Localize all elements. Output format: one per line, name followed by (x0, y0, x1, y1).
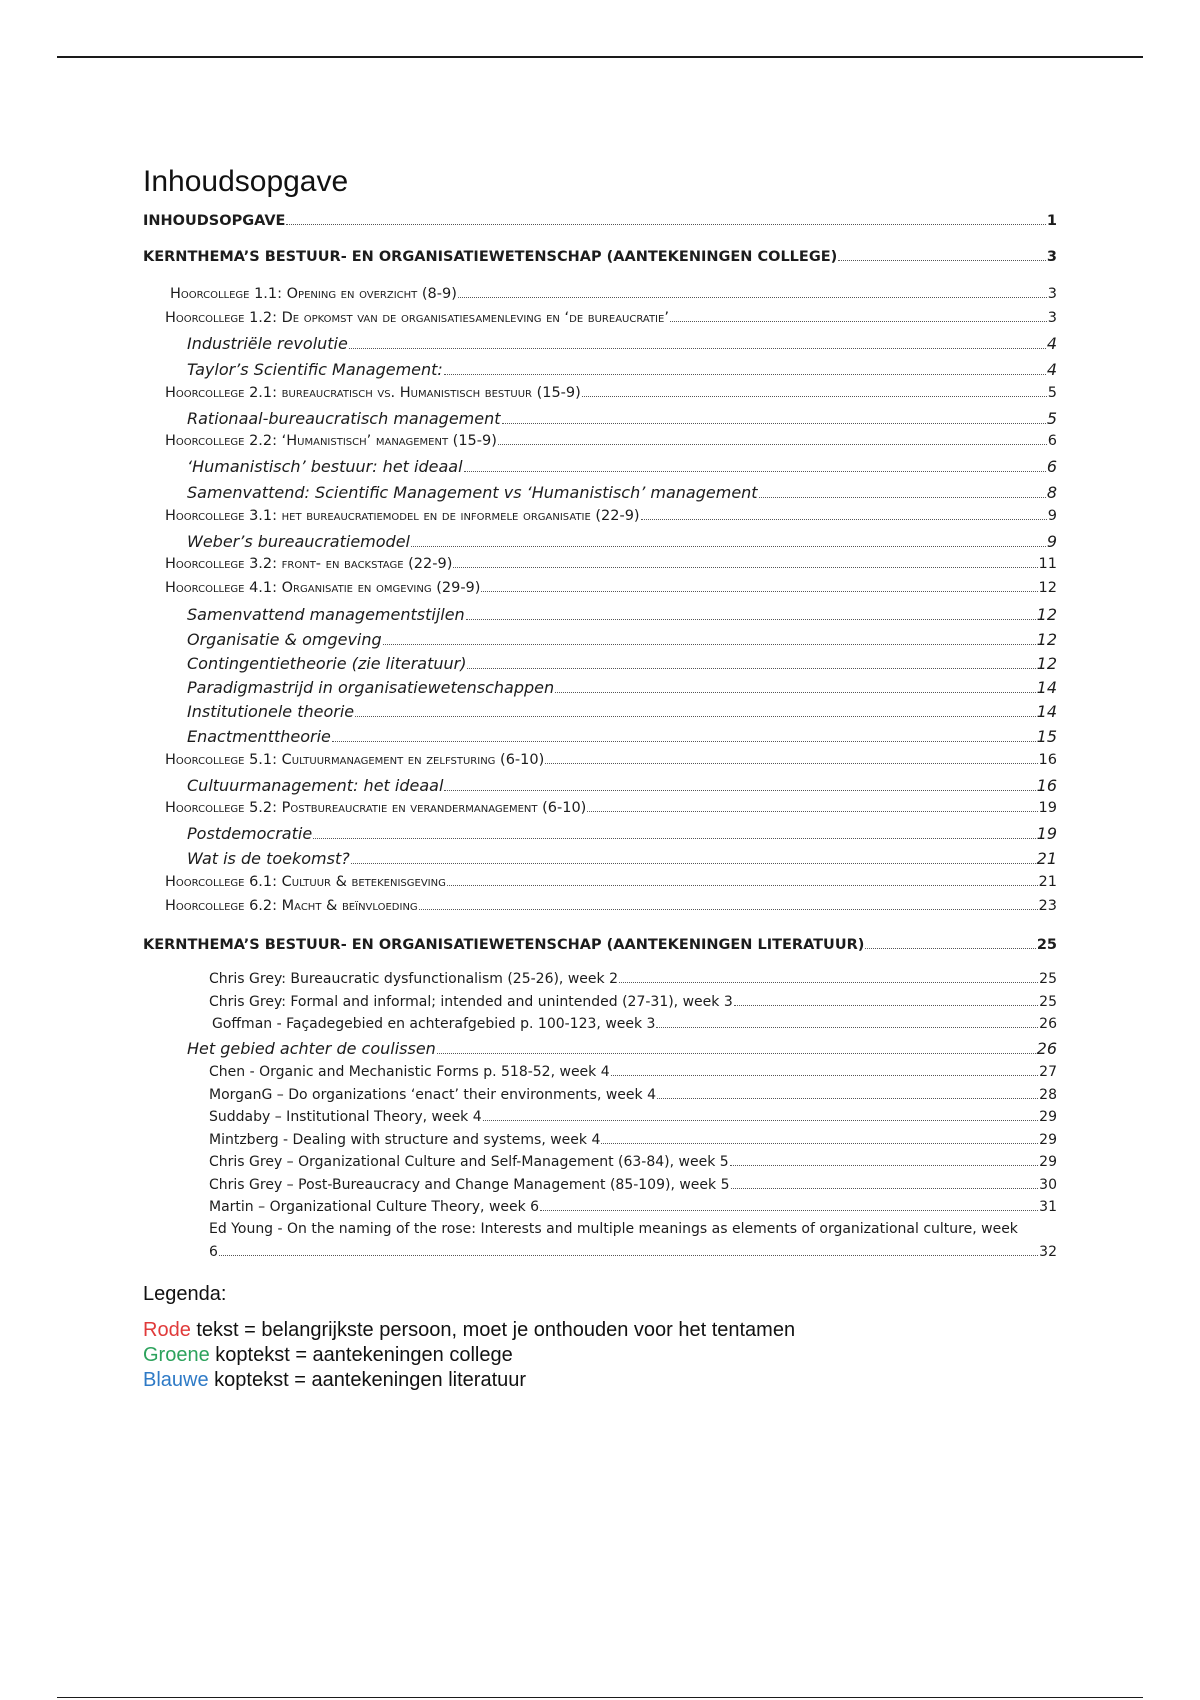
toc-entry-page: 27 (1039, 1064, 1057, 1080)
legend-item-red (143, 1318, 795, 1343)
toc-entry-page: 25 (1036, 937, 1057, 953)
toc-entry-page: 12 (1036, 654, 1057, 673)
dot-leader (419, 909, 1038, 910)
toc-entry-page: 30 (1039, 1177, 1057, 1193)
dot-leader (437, 1053, 1036, 1054)
toc-entry-title: Taylor’s Scientific Management: (187, 360, 443, 379)
toc-entry[interactable] (187, 1039, 1057, 1058)
toc-entry[interactable] (165, 898, 1057, 914)
toc-entry-page: 6 (1047, 433, 1057, 449)
dot-leader (502, 423, 1046, 424)
toc-entry-page: 23 (1038, 898, 1057, 914)
toc-entry-title: Chen - Organic and Mechanistic Forms p. 518-52, week 4 (209, 1064, 610, 1080)
toc-entry[interactable] (187, 824, 1057, 843)
legend-description: koptekst = aantekeningen college (209, 1344, 513, 1366)
toc-entry[interactable] (209, 1154, 1057, 1170)
dot-leader (355, 716, 1036, 717)
legend-title: Legenda: (143, 1283, 227, 1305)
toc-entry-title: Hoorcollege 1.2: De opkomst van de organisatiesamenleving en ‘de bureaucratie’ (165, 310, 669, 326)
dot-leader (219, 1255, 1038, 1256)
legend-color-word: Rode (143, 1319, 191, 1341)
toc-entry[interactable] (212, 1016, 1057, 1032)
toc-entry-title: Contingentietheorie (zie literatuur) (187, 654, 467, 673)
dot-leader (582, 396, 1047, 397)
toc-entry-page: 9 (1047, 508, 1057, 524)
toc-entry[interactable] (165, 800, 1057, 816)
toc-entry-page: 25 (1039, 971, 1057, 987)
toc-entry-title: Samenvattend: Scientific Management vs ‘Humanistisch’ management (187, 483, 758, 502)
toc-entry[interactable] (165, 385, 1057, 401)
toc-entry-title: Martin – Organizational Culture Theory, week 6 (209, 1199, 540, 1215)
toc-entry-page: 4 (1046, 334, 1057, 353)
toc-entry-page: 3 (1046, 249, 1057, 265)
toc-entry-title: Hoorcollege 3.1: het bureaucratiemodel en de informele organisatie (22-9) (165, 508, 640, 524)
legend-color-word: Blauwe (143, 1369, 209, 1391)
toc-entry-title: Ed Young - On the naming of the rose: Interests and multiple meanings as elements of organizational culture, week (209, 1221, 1018, 1237)
top-rule (57, 56, 1143, 58)
toc-entry[interactable] (209, 1244, 1057, 1260)
dot-leader (286, 224, 1045, 225)
toc-entry-page: 29 (1039, 1154, 1057, 1170)
dot-leader (759, 497, 1046, 498)
toc-entry-page: 3 (1047, 310, 1057, 326)
toc-entry[interactable] (209, 1064, 1057, 1080)
toc-entry[interactable] (165, 874, 1057, 890)
dot-leader (656, 1027, 1038, 1028)
toc-entry-title: Mintzberg - Dealing with structure and systems, week 4 (209, 1132, 601, 1148)
toc-entry-page: 31 (1039, 1199, 1057, 1215)
toc-entry-page: 4 (1046, 360, 1057, 379)
toc-entry[interactable] (165, 580, 1057, 596)
toc-entry[interactable] (165, 310, 1057, 326)
dot-leader (611, 1075, 1039, 1076)
dot-leader (453, 567, 1037, 568)
toc-entry[interactable] (209, 971, 1057, 987)
toc-entry-title: Hoorcollege 1.1: Opening en overzicht (8-9) (170, 286, 457, 302)
toc-entry-page: 14 (1036, 678, 1057, 697)
page-title: Inhoudsopgave (143, 165, 349, 198)
toc-entry[interactable] (165, 508, 1057, 524)
dot-leader (540, 1210, 1038, 1211)
toc-entry[interactable] (187, 849, 1057, 868)
toc-entry-title: Paradigmastrijd in organisatiewetenschappen (187, 678, 555, 697)
toc-entry-title: Hoorcollege 3.2: front- en backstage (22-9) (165, 556, 453, 572)
toc-entry[interactable] (143, 249, 1057, 265)
toc-entry[interactable] (143, 213, 1057, 229)
toc-entry[interactable] (187, 727, 1057, 746)
dot-leader (444, 790, 1035, 791)
toc-entry-title: Institutionele theorie (187, 702, 355, 721)
toc-entry[interactable] (187, 532, 1057, 551)
toc-entry[interactable] (187, 702, 1057, 721)
toc-entry-page: 29 (1039, 1109, 1057, 1125)
dot-leader (467, 668, 1035, 669)
toc-entry[interactable] (187, 654, 1057, 673)
toc-entry-title: Weber’s bureaucratiemodel (187, 532, 410, 551)
toc-entry-page: 32 (1039, 1244, 1057, 1260)
dot-leader (411, 546, 1046, 547)
legend (143, 1283, 795, 1393)
toc-entry-title: Hoorcollege 2.1: bureaucratisch vs. Humanistisch bestuur (15-9) (165, 385, 581, 401)
toc-entry[interactable] (165, 752, 1057, 768)
toc-entry-page: 12 (1036, 605, 1057, 624)
toc-entry[interactable] (187, 776, 1057, 795)
toc-entry[interactable] (209, 1177, 1057, 1193)
toc-entry-title: Suddaby – Institutional Theory, week 4 (209, 1109, 482, 1125)
toc-entry-title: Samenvattend managementstijlen (187, 605, 465, 624)
dot-leader (498, 444, 1047, 445)
dot-leader (349, 348, 1046, 349)
dot-leader (601, 1143, 1038, 1144)
toc-entry-title: Chris Grey – Organizational Culture and Self-Management (63-84), week 5 (209, 1154, 729, 1170)
toc-entry-page: 21 (1036, 849, 1057, 868)
legend-item-blue (143, 1368, 795, 1393)
toc-entry[interactable] (187, 334, 1057, 353)
toc-entry-page: 1 (1046, 213, 1057, 229)
toc-entry-page: 9 (1046, 532, 1057, 551)
toc-entry[interactable] (209, 1109, 1057, 1125)
toc-entry-title: Industriële revolutie (187, 334, 348, 353)
toc-entry[interactable] (143, 937, 1057, 953)
dot-leader (657, 1098, 1038, 1099)
dot-leader (458, 297, 1047, 298)
toc-entry[interactable] (209, 1199, 1057, 1215)
dot-leader (332, 741, 1036, 742)
legend-description: koptekst = aantekeningen literatuur (208, 1369, 527, 1391)
toc-entry-page: 19 (1038, 800, 1057, 816)
dot-leader (730, 1165, 1038, 1166)
toc-entry-title: Cultuurmanagement: het ideaal (187, 776, 444, 795)
toc-entry-page: 6 (1046, 457, 1057, 476)
toc-entry-page: 14 (1036, 702, 1057, 721)
toc-entry-title: Hoorcollege 4.1: Organisatie en omgeving (29-9) (165, 580, 481, 596)
toc-entry[interactable] (187, 483, 1057, 502)
toc-entry-title: Postdemocratie (187, 824, 313, 843)
toc-entry-title: Hoorcollege 6.2: Macht & beïnvloeding (165, 898, 418, 914)
toc-entry[interactable] (187, 409, 1057, 428)
toc-entry-title: Hoorcollege 5.1: Cultuurmanagement en zelfsturing (6-10) (165, 752, 545, 768)
toc-entry-title: Hoorcollege 6.1: Cultuur & betekenisgeving (165, 874, 446, 890)
dot-leader (313, 838, 1035, 839)
dot-leader (351, 863, 1036, 864)
toc-entry-page: 25 (1039, 994, 1057, 1010)
bottom-rule (57, 1697, 1143, 1698)
toc-entry-title: KERNTHEMA’S BESTUUR- EN ORGANISATIEWETENSCHAP (AANTEKENINGEN COLLEGE) (143, 249, 838, 265)
toc-entry-page: 12 (1036, 630, 1057, 649)
dot-leader (619, 982, 1038, 983)
toc-entry[interactable] (209, 1221, 1057, 1237)
legend-color-word: Groene (143, 1344, 210, 1366)
dot-leader (865, 948, 1035, 949)
toc-entry-title: Wat is de toekomst? (187, 849, 350, 868)
toc-entry[interactable] (209, 1132, 1057, 1148)
toc-entry-title: 6 (209, 1244, 218, 1260)
legend-description: tekst = belangrijkste persoon, moet je onthouden voor het tentamen (190, 1319, 796, 1341)
toc-entry-page: 16 (1038, 752, 1057, 768)
toc-entry-title: MorganG – Do organizations ‘enact’ their environments, week 4 (209, 1087, 657, 1103)
toc-entry-page: 16 (1036, 776, 1057, 795)
dot-leader (483, 1120, 1039, 1121)
toc-entry[interactable] (209, 1087, 1057, 1103)
toc-entry[interactable] (187, 630, 1057, 649)
toc-entry-page: 8 (1046, 483, 1057, 502)
dot-leader (447, 885, 1038, 886)
toc-entry-title: KERNTHEMA’S BESTUUR- EN ORGANISATIEWETENSCHAP (AANTEKENINGEN LITERATUUR) (143, 937, 865, 953)
toc-entry-title: Enactmenttheorie (187, 727, 331, 746)
toc-entry[interactable] (170, 286, 1057, 302)
toc-entry-page: 29 (1039, 1132, 1057, 1148)
toc-entry-page: 15 (1036, 727, 1057, 746)
dot-leader (734, 1005, 1038, 1006)
dot-leader (731, 1188, 1039, 1189)
toc-entry-title: Chris Grey: Formal and informal; intended and unintended (27-31), week 3 (209, 994, 733, 1010)
dot-leader (464, 471, 1046, 472)
toc-entry-page: 19 (1036, 824, 1057, 843)
toc-entry-title: Goffman - Façadegebied en achterafgebied p. 100-123, week 3 (212, 1016, 656, 1032)
toc-entry-title: ‘Humanistisch’ bestuur: het ideaal (187, 457, 463, 476)
toc-entry-page: 5 (1046, 409, 1057, 428)
dot-leader (481, 591, 1037, 592)
legend-item-green (143, 1343, 795, 1368)
toc-entry-page: 21 (1038, 874, 1057, 890)
toc-entry[interactable] (165, 433, 1057, 449)
dot-leader (670, 321, 1047, 322)
toc-entry-page: 3 (1047, 286, 1057, 302)
toc-entry-page: 28 (1039, 1087, 1057, 1103)
toc-entry-title: Organisatie & omgeving (187, 630, 382, 649)
dot-leader (587, 811, 1037, 812)
toc-entry-title: INHOUDSOPGAVE (143, 213, 286, 229)
dot-leader (383, 644, 1036, 645)
toc-entry-title: Rationaal-bureaucratisch management (187, 409, 501, 428)
toc-entry-title: Chris Grey – Post-Bureaucracy and Change Management (85-109), week 5 (209, 1177, 730, 1193)
toc-entry-title: Chris Grey: Bureaucratic dysfunctionalism (25-26), week 2 (209, 971, 618, 987)
toc-entry[interactable] (187, 678, 1057, 697)
dot-leader (545, 763, 1037, 764)
dot-leader (555, 692, 1035, 693)
toc-entry-page: 26 (1039, 1016, 1057, 1032)
toc-entry-page: 11 (1038, 556, 1057, 572)
toc-entry-page: 26 (1036, 1039, 1057, 1058)
toc-entry-page: 12 (1038, 580, 1057, 596)
toc-entry[interactable] (209, 994, 1057, 1010)
dot-leader (444, 374, 1046, 375)
toc-entry[interactable] (187, 457, 1057, 476)
toc-entry-title: Hoorcollege 2.2: ‘Humanistisch’ management (15-9) (165, 433, 497, 449)
dot-leader (838, 260, 1046, 261)
toc-entry[interactable] (187, 605, 1057, 624)
toc-entry[interactable] (165, 556, 1057, 572)
toc-entry-title: Hoorcollege 5.2: Postbureaucratie en verandermanagement (6-10) (165, 800, 587, 816)
dot-leader (641, 519, 1047, 520)
toc-entry-title: Het gebied achter de coulissen (187, 1039, 436, 1058)
dot-leader (466, 619, 1036, 620)
toc-entry-page: 5 (1047, 385, 1057, 401)
toc-entry[interactable] (187, 360, 1057, 379)
